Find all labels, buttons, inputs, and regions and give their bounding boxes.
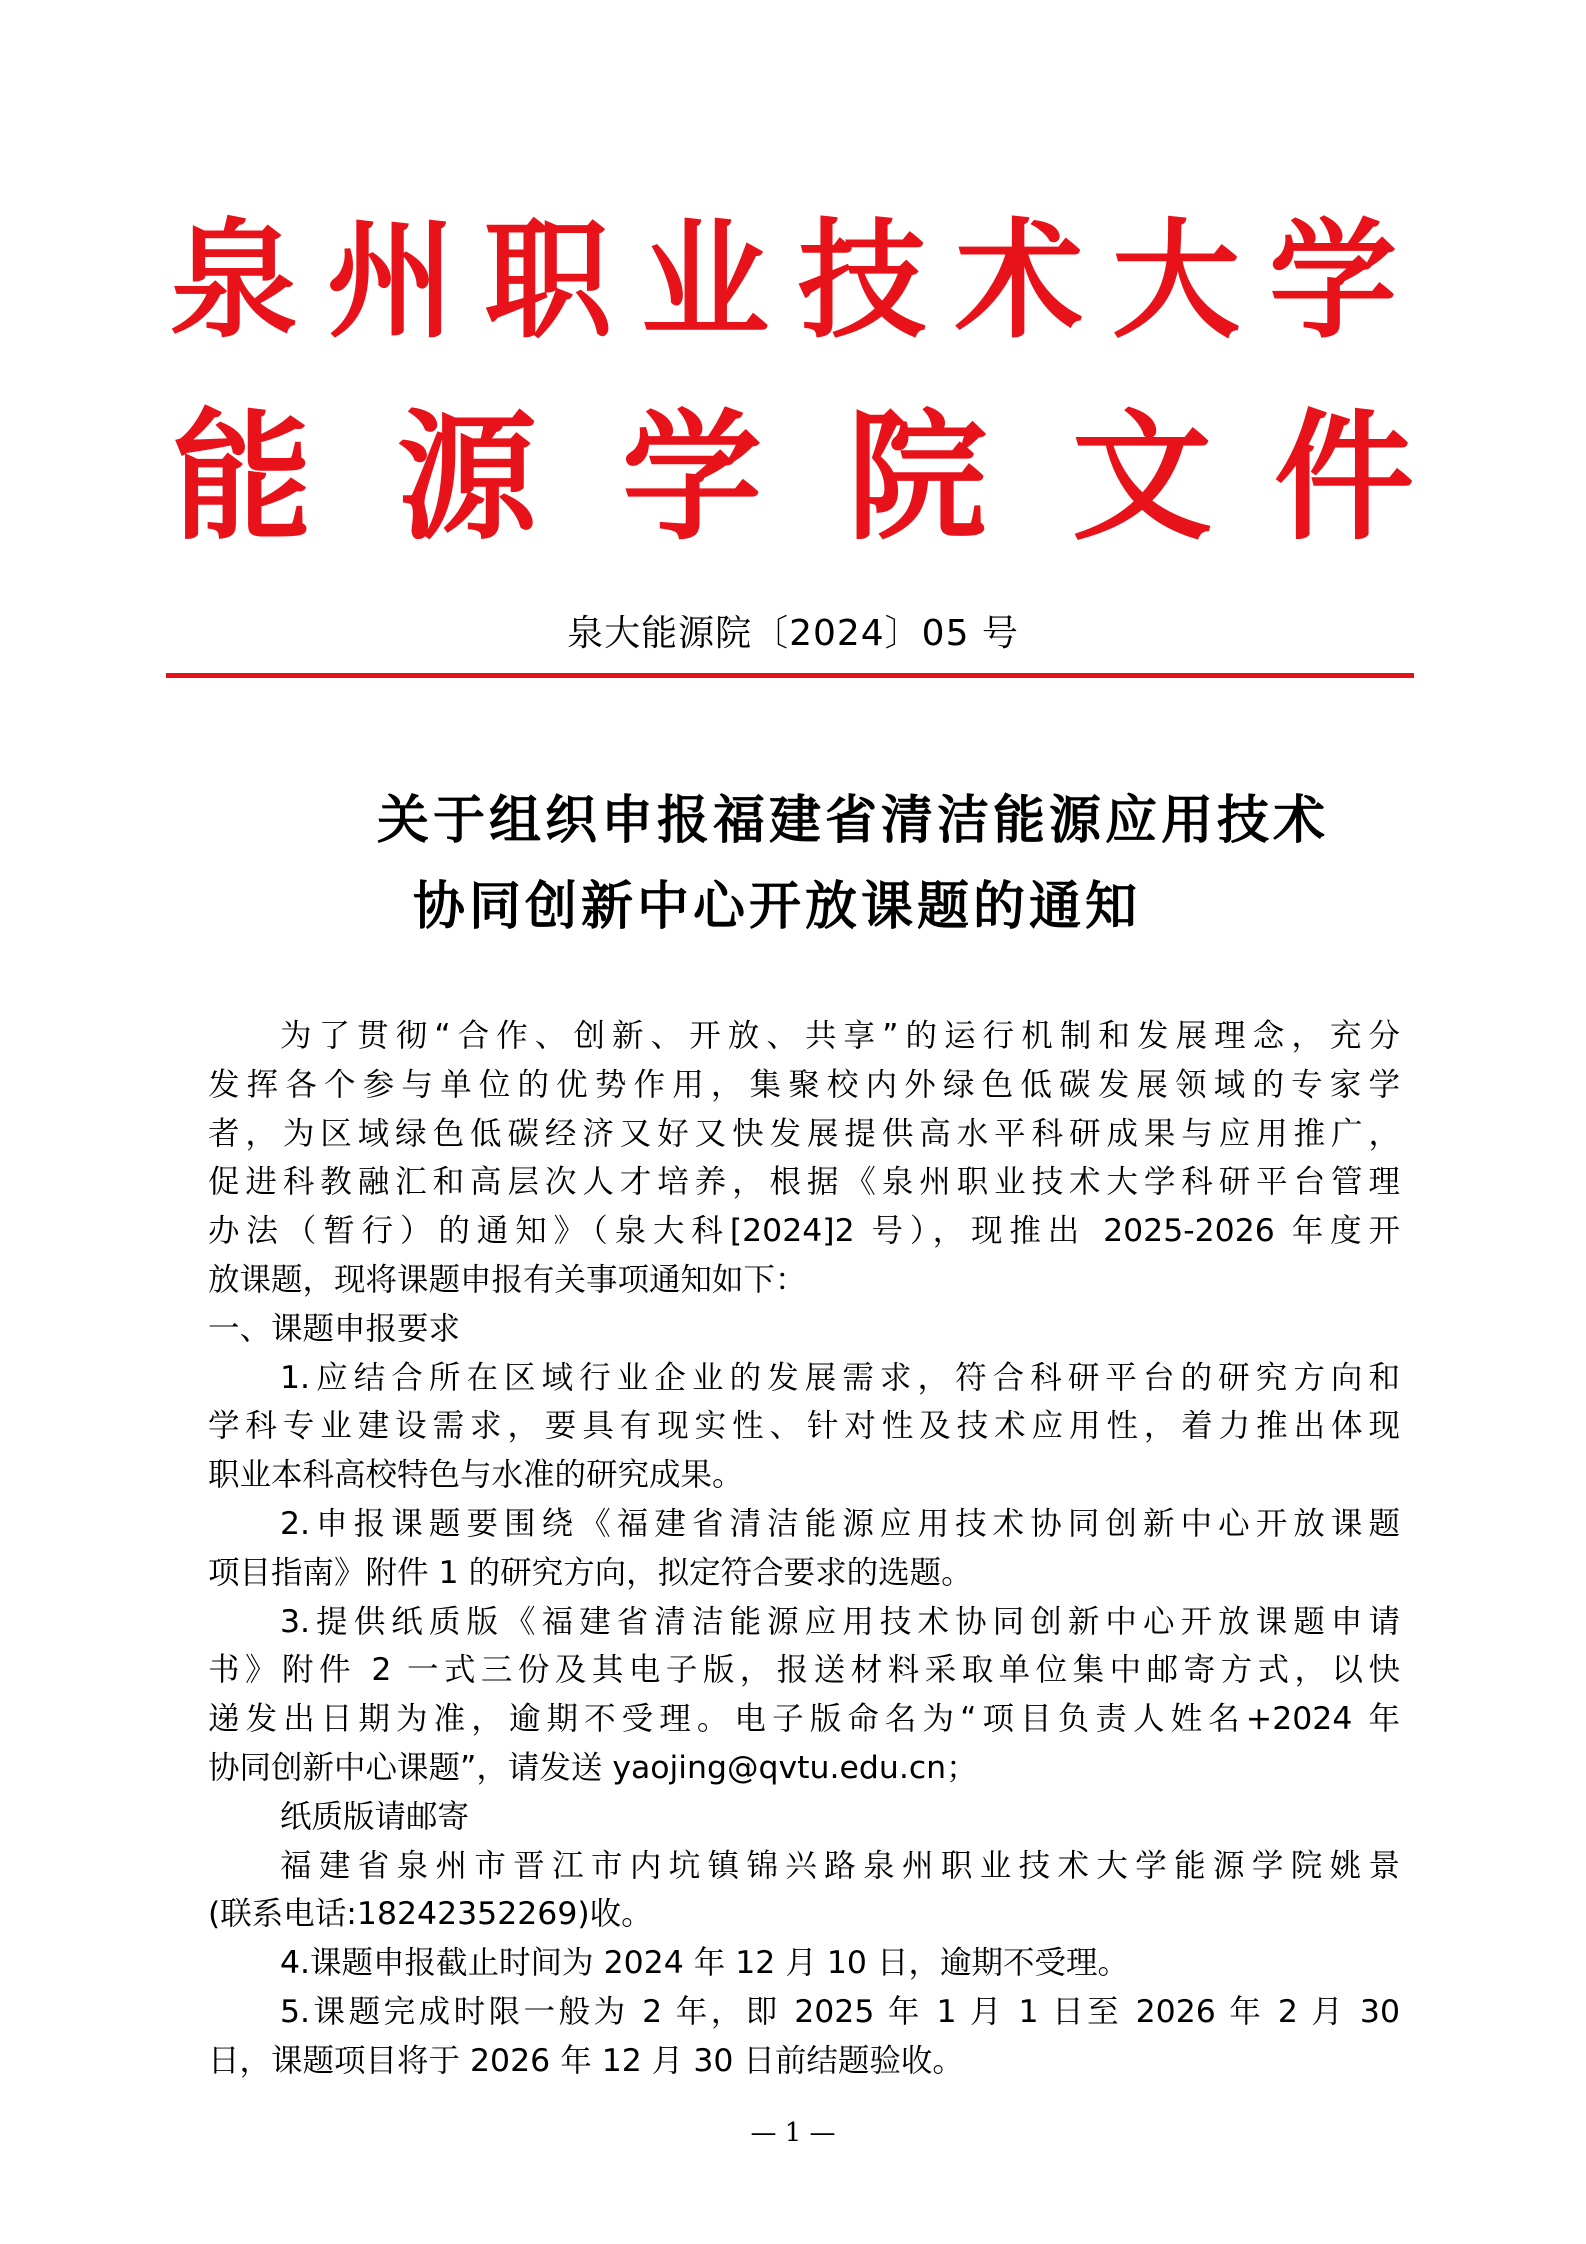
body-line: 项目指南》附件 1 的研究方向，拟定符合要求的选题。 bbox=[208, 1554, 973, 1591]
body-line: 纸质版请邮寄 bbox=[280, 1798, 470, 1835]
letterhead-char: 学 bbox=[1269, 207, 1398, 356]
letterhead-char: 职 bbox=[484, 207, 613, 356]
body-line: 3.提供纸质版《福建省清洁能源应用技术协同创新中心开放课题申请 bbox=[280, 1603, 1400, 1640]
letterhead-char: 件 bbox=[1274, 397, 1415, 560]
notice-title-line-1: 关于组织申报福建省清洁能源应用技术 bbox=[376, 790, 1329, 851]
body-line: 办法（暂行）的通知》（泉大科[2024]2 号），现推出 2025-2026 年度开 bbox=[208, 1213, 1400, 1250]
body-line: 发挥各个参与单位的优势作用，集聚校内外绿色低碳发展领域的专家学 bbox=[208, 1066, 1400, 1103]
letterhead-line-1 bbox=[0, 208, 1586, 358]
body-line: 者，为区域绿色低碳经济又好又快发展提供高水平科研成果与应用推广， bbox=[208, 1115, 1400, 1152]
body-line: 协同创新中心课题”，请发送 yaojing@qvtu.edu.cn； bbox=[208, 1749, 978, 1786]
letterhead-char: 能 bbox=[172, 397, 313, 560]
body-line: 福建省泉州市晋江市内坑镇锦兴路泉州职业技术大学能源学院姚景 bbox=[280, 1847, 1400, 1884]
letterhead-char: 学 bbox=[622, 397, 763, 560]
letterhead-char: 技 bbox=[798, 207, 927, 356]
notice-title-line-2: 协同创新中心开放课题的通知 bbox=[412, 876, 1141, 937]
page-number: — 1 — bbox=[750, 2118, 836, 2148]
body-line: 职业本科高校特色与水准的研究成果。 bbox=[208, 1457, 744, 1494]
body-line: 促进科教融汇和高层次人才培养，根据《泉州职业技术大学科研平台管理 bbox=[208, 1164, 1400, 1201]
body-line: 书》附件 2 一式三份及其电子版，报送材料采取单位集中邮寄方式，以快 bbox=[208, 1652, 1400, 1689]
body-line: 日，课题项目将于 2026 年 12 月 30 日前结题验收。 bbox=[208, 2042, 964, 2079]
letterhead-line-2 bbox=[0, 395, 1586, 565]
body-line: 2.申报课题要围绕《福建省清洁能源应用技术协同创新中心开放课题 bbox=[280, 1505, 1400, 1542]
body-line: 递发出日期为准，逾期不受理。电子版命名为“项目负责人姓名+2024 年 bbox=[208, 1701, 1400, 1738]
letterhead-char: 泉 bbox=[170, 207, 299, 356]
letterhead-char: 州 bbox=[327, 207, 456, 356]
body-line: 学科专业建设需求，要具有现实性、针对性及技术应用性，着力推出体现 bbox=[208, 1408, 1400, 1445]
letterhead-char: 术 bbox=[955, 207, 1084, 356]
body-line: 1.应结合所在区域行业企业的发展需求，符合科研平台的研究方向和 bbox=[280, 1359, 1400, 1396]
body-line: 放课题，现将课题申报有关事项通知如下： bbox=[208, 1261, 807, 1298]
body-line: 4.课题申报截止时间为 2024 年 12 月 10 日，逾期不受理。 bbox=[280, 1945, 1129, 1982]
notice-body bbox=[208, 1012, 1400, 2086]
letterhead-char: 文 bbox=[1072, 397, 1213, 560]
letterhead-char: 大 bbox=[1112, 207, 1241, 356]
body-line: (联系电话:18242352269)收。 bbox=[208, 1896, 653, 1933]
section-heading: 一、课题申报要求 bbox=[208, 1310, 461, 1347]
red-divider bbox=[166, 673, 1414, 678]
letterhead-char: 源 bbox=[397, 397, 538, 560]
body-line: 为了贯彻“合作、创新、开放、共享”的运行机制和发展理念，充分 bbox=[280, 1018, 1400, 1054]
body-line: 5.课题完成时限一般为 2 年，即 2025 年 1 月 1 日至 2026 年 2 月 30 bbox=[280, 1993, 1400, 2030]
document-number: 泉大能源院〔2024〕05 号 bbox=[567, 613, 1019, 654]
letterhead-char: 院 bbox=[847, 397, 988, 560]
letterhead-char: 业 bbox=[641, 207, 770, 356]
